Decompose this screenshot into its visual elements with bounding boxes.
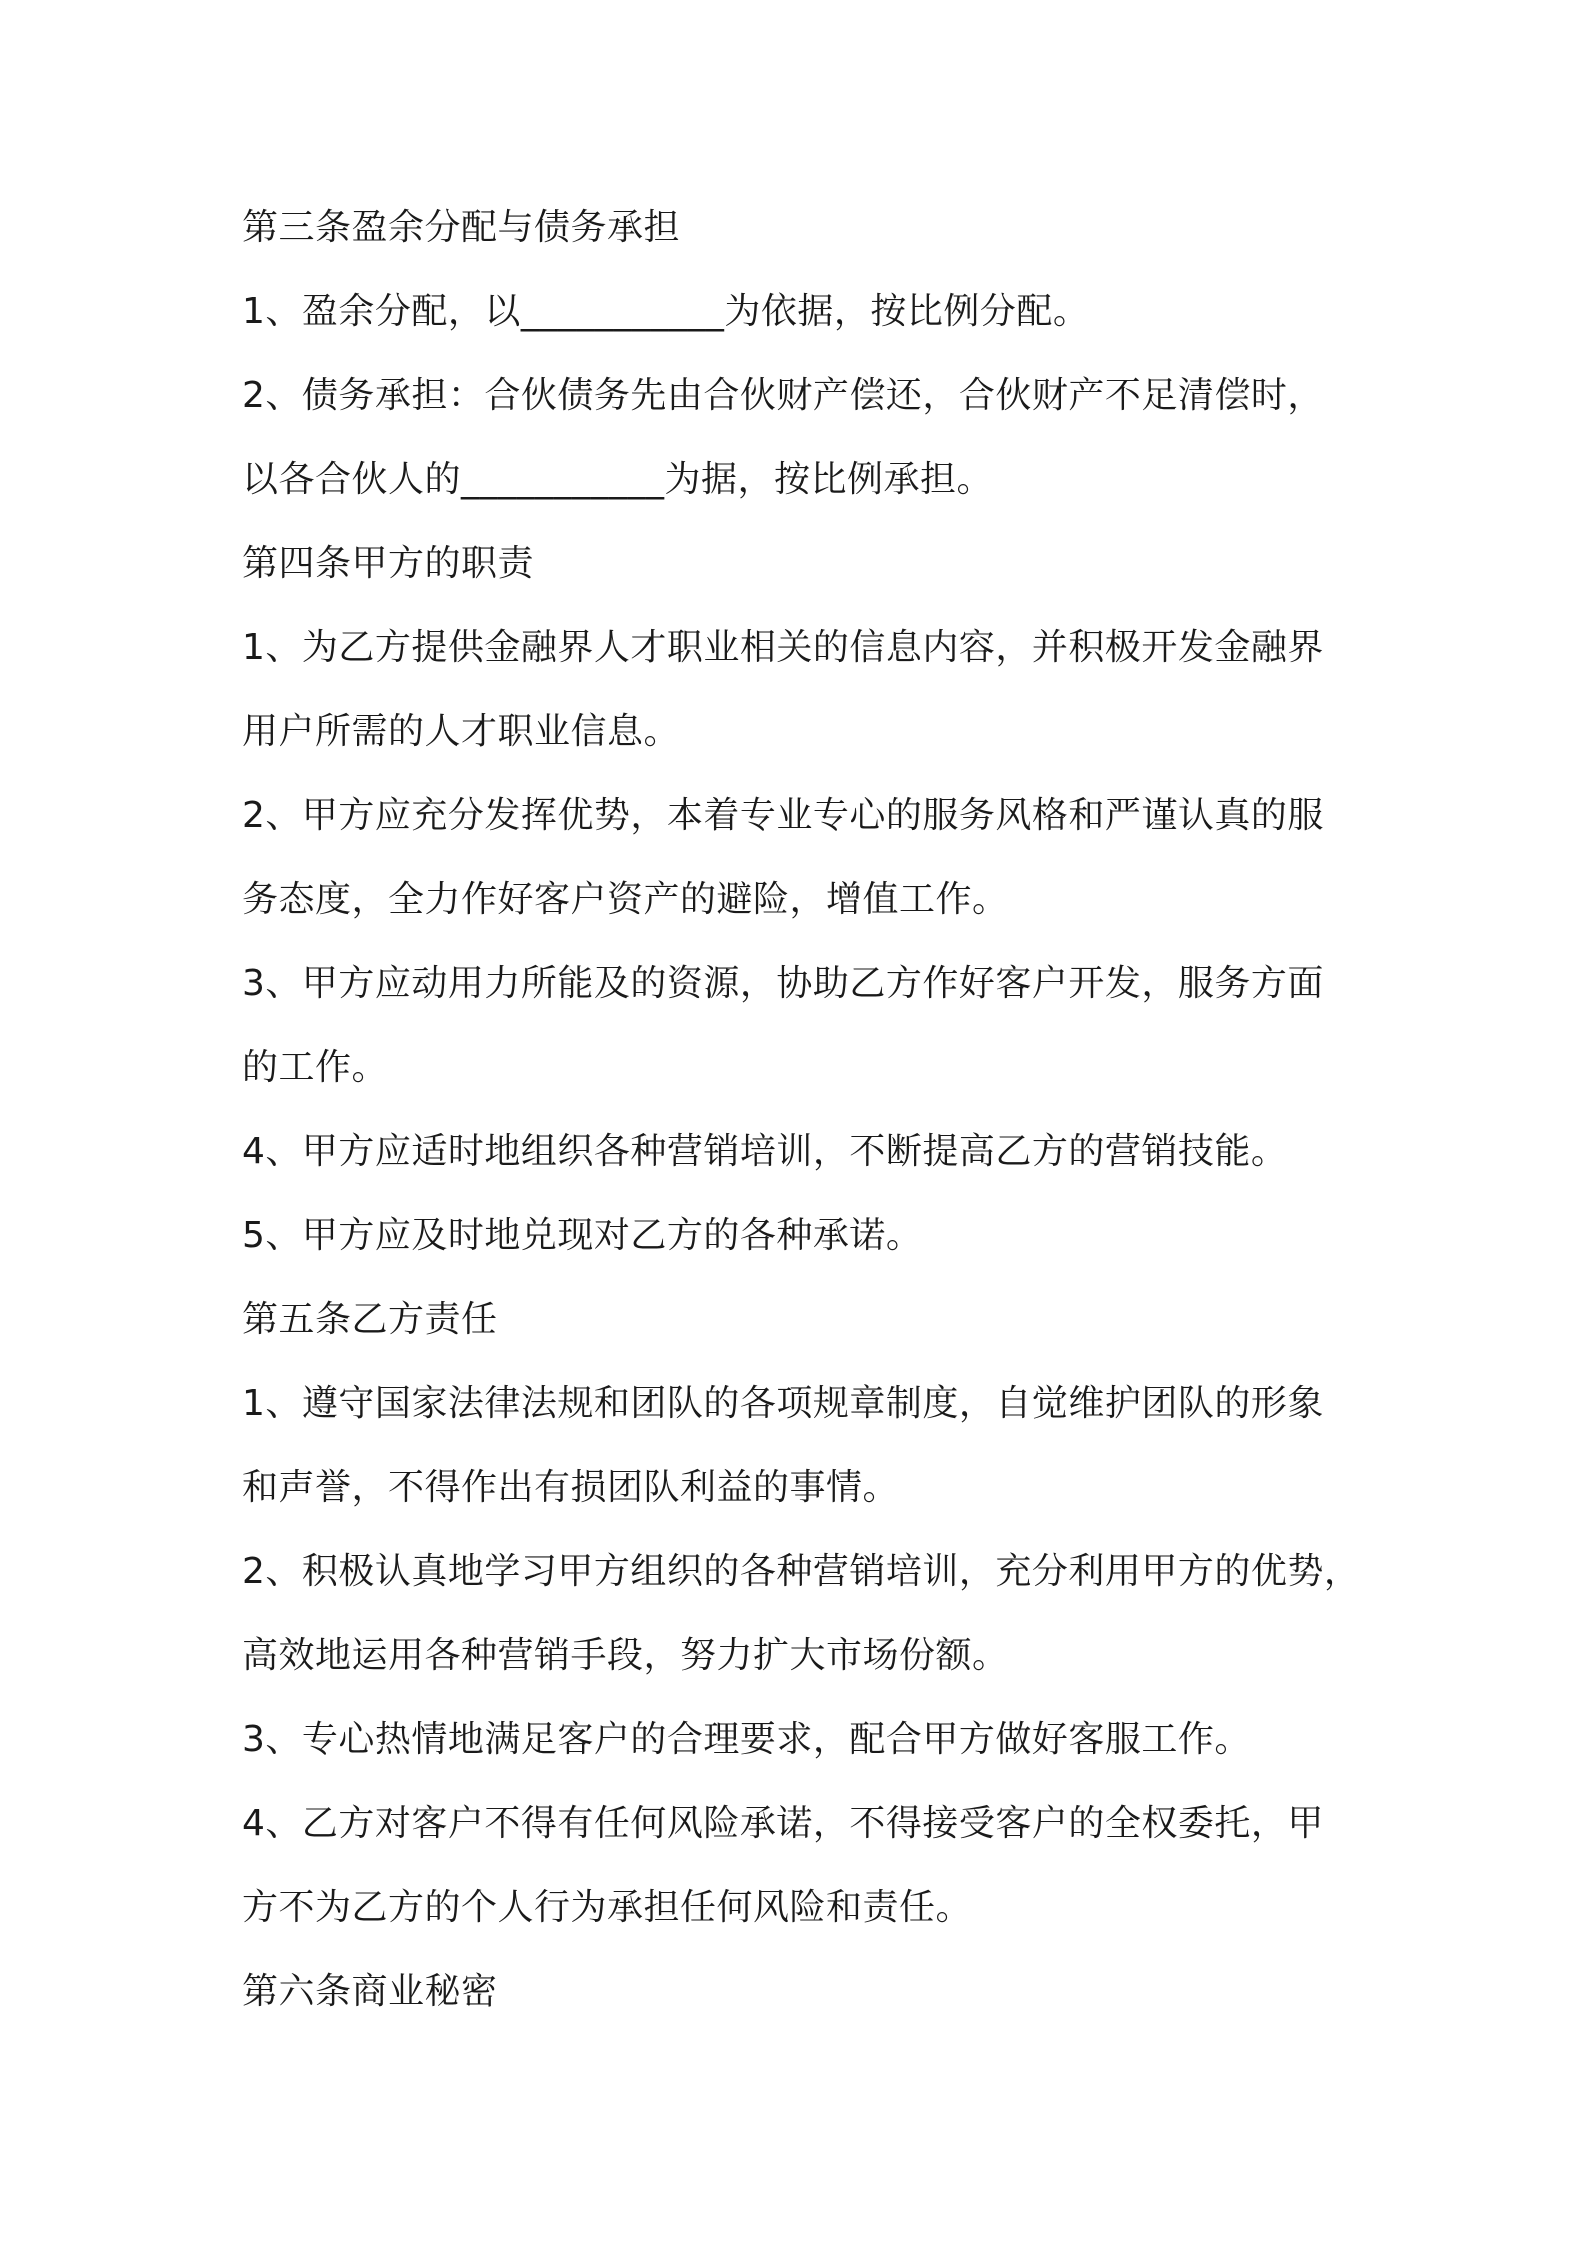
section-heading-article-6: 第六条商业秘密 [242,1971,498,2012]
text-line: 1、遵守国家法律法规和团队的各项规章制度，自觉维护团队的形象 [242,1383,1324,1424]
section-heading-article-5: 第五条乙方责任 [242,1299,498,1340]
text-line: 3、甲方应动用力所能及的资源，协助乙方作好客户开发，服务方面 [242,963,1324,1004]
text-line: 2、债务承担：合伙债务先由合伙财产偿还，合伙财产不足清偿时， [242,375,1324,416]
text-line: 1、为乙方提供金融界人才职业相关的信息内容，并积极开发金融界 [242,627,1324,668]
text-line: 4、乙方对客户不得有任何风险承诺，不得接受客户的全权委托，甲 [242,1803,1324,1844]
text-line: 高效地运用各种营销手段，努力扩大市场份额。 [242,1635,1009,1676]
text-line: 2、甲方应充分发挥优势，本着专业专心的服务风格和严谨认真的服 [242,795,1324,836]
text-line: 3、专心热情地满足客户的合理要求，配合甲方做好客服工作。 [242,1719,1251,1760]
text-line: 方不为乙方的个人行为承担任何风险和责任。 [242,1887,973,1928]
text-line: 务态度，全力作好客户资产的避险，增值工作。 [242,879,1009,920]
text-line: 和声誉，不得作出有损团队利益的事情。 [242,1467,900,1508]
text-line: 的工作。 [242,1047,389,1088]
text-line: 用户所需的人才职业信息。 [242,711,681,752]
text-line: 5、甲方应及时地兑现对乙方的各种承诺。 [242,1215,923,1256]
section-heading-article-4: 第四条甲方的职责 [242,543,535,584]
text-line: 以各合伙人的___________为据，按比例承担。 [242,459,994,500]
section-heading-article-3: 第三条盈余分配与债务承担 [242,207,681,248]
text-line: 2、积极认真地学习甲方组织的各种营销培训，充分利用甲方的优势， [242,1551,1361,1592]
text-line: 4、甲方应适时地组织各种营销培训，不断提高乙方的营销技能。 [242,1131,1288,1172]
text-line: 1、盈余分配，以___________为依据，按比例分配。 [242,291,1090,332]
